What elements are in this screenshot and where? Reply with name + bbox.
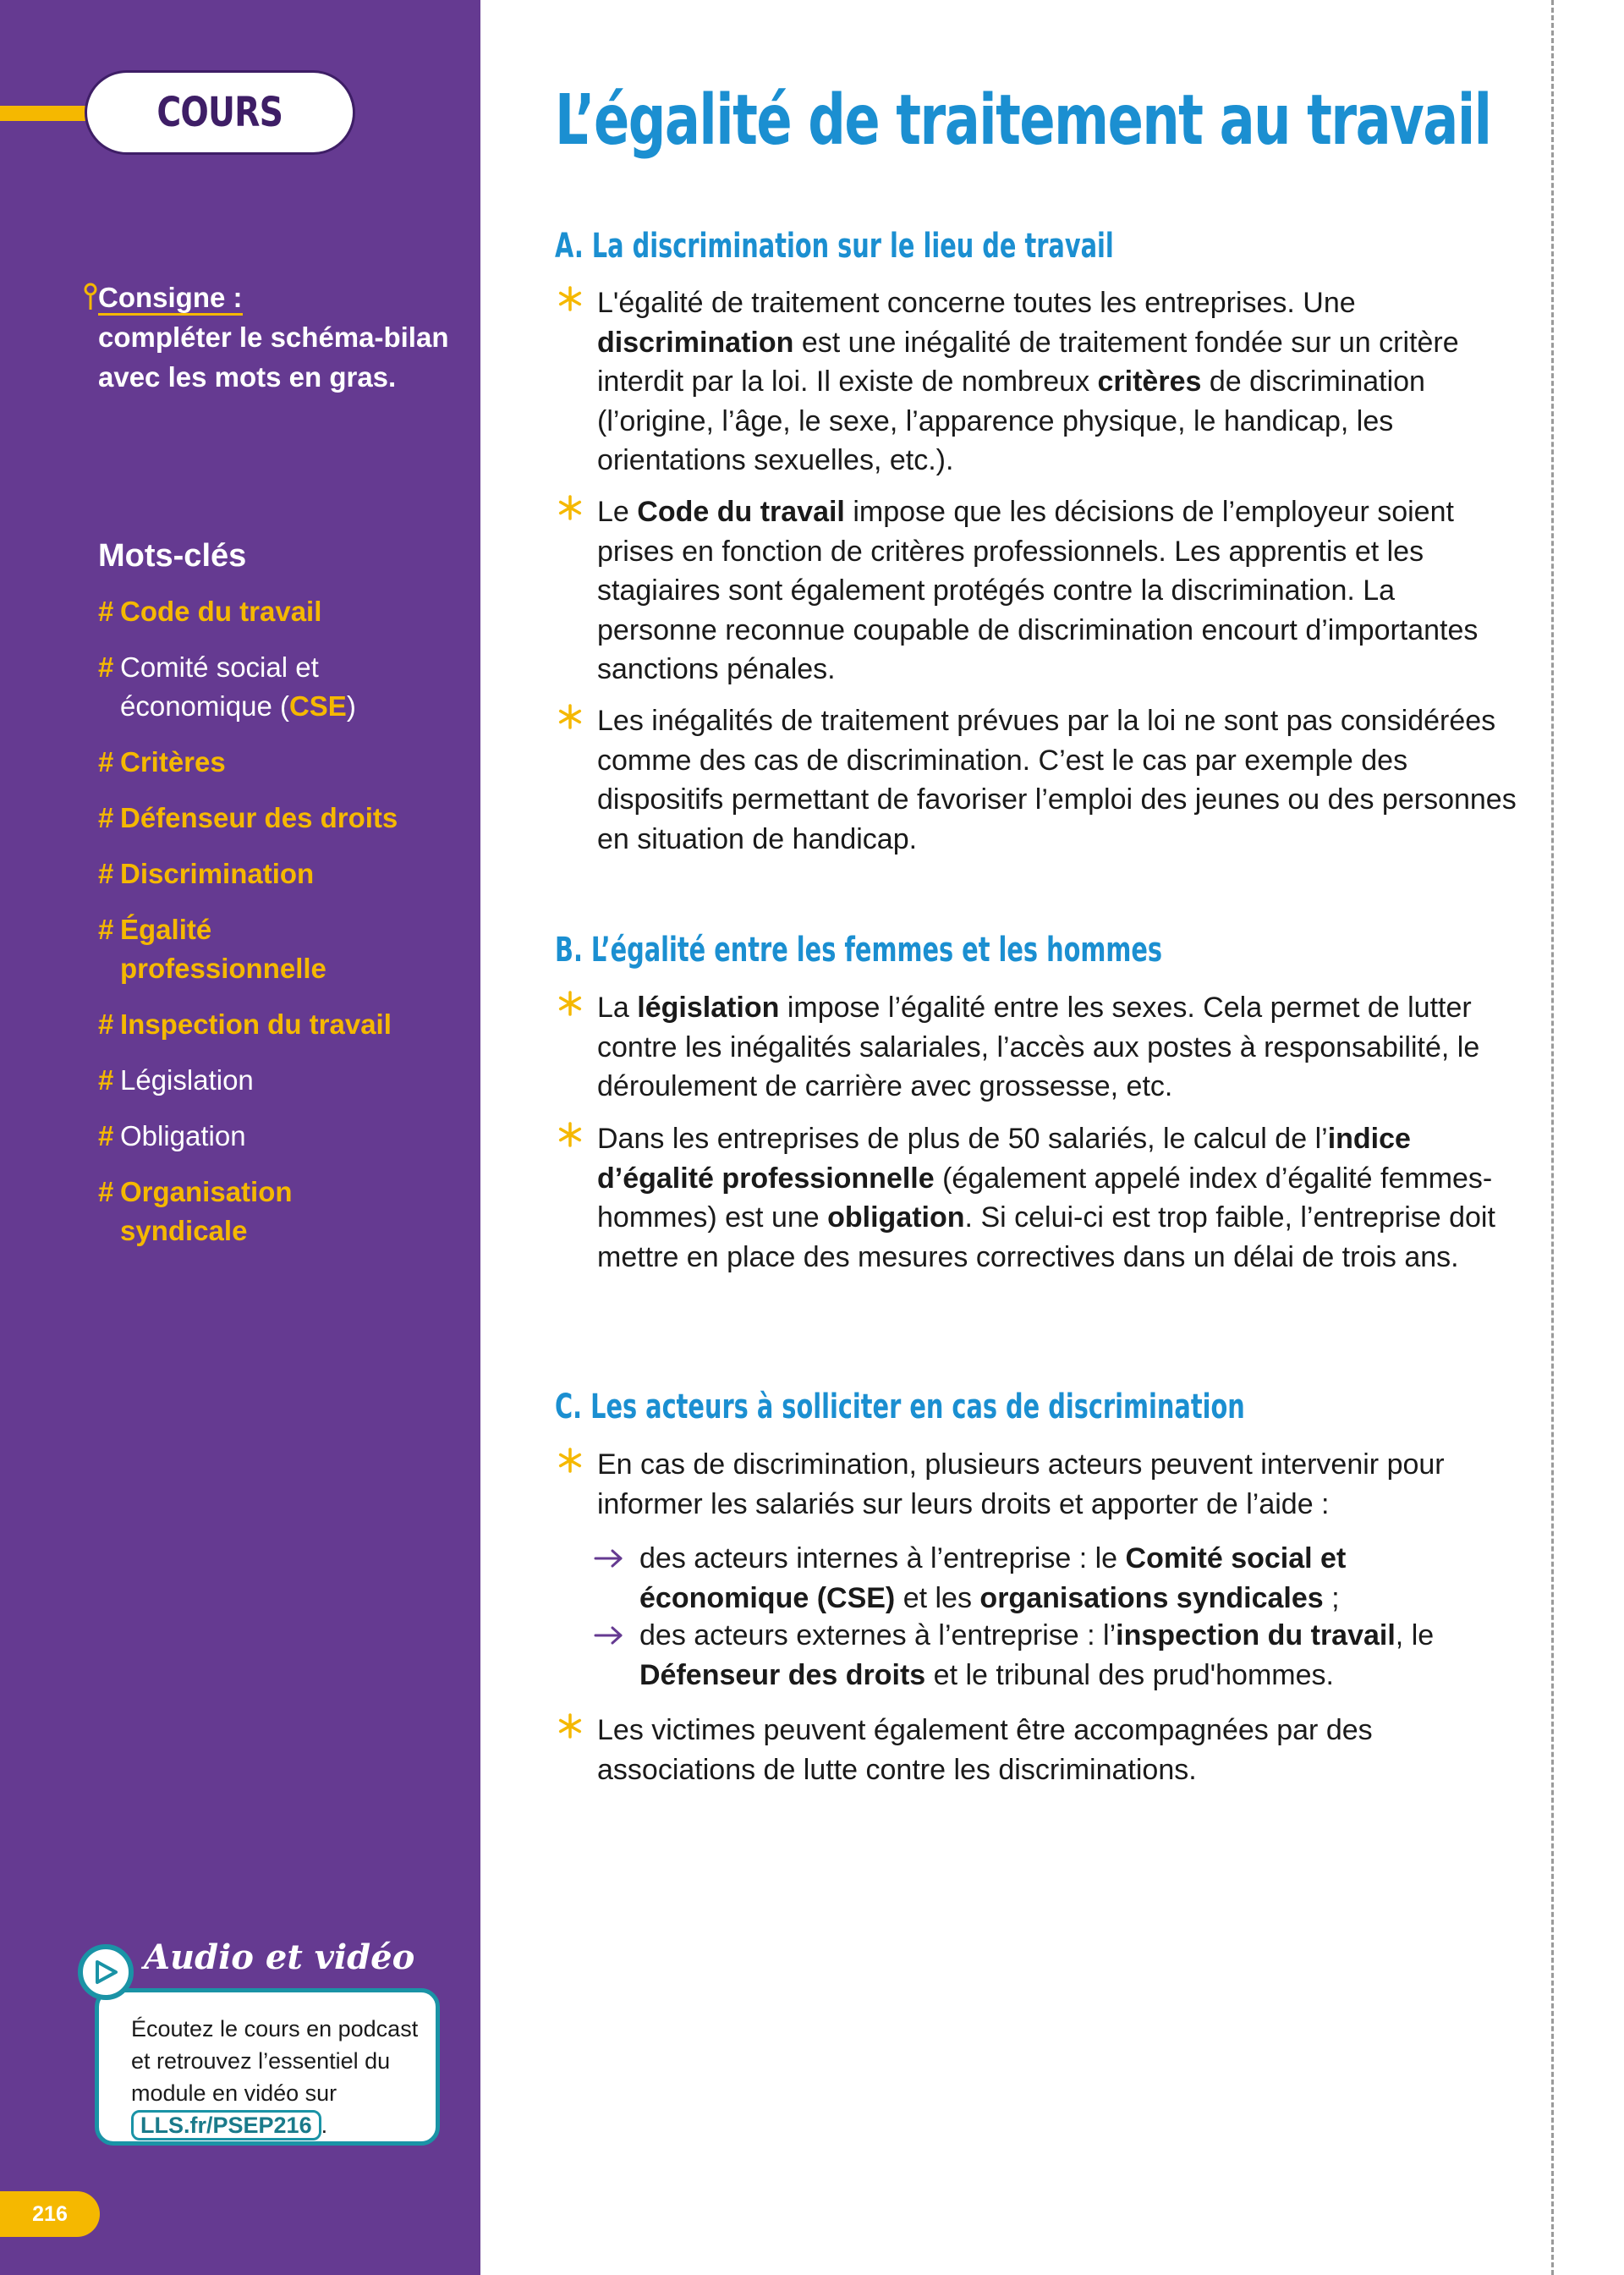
keyword-item: # Discrimination [98, 858, 315, 889]
keyword-item: # Législation [98, 1064, 254, 1096]
page-number: 216 [32, 2201, 68, 2226]
asterisk-icon [557, 1712, 584, 1739]
asterisk-icon [557, 1447, 584, 1474]
audio-video-text: Écoutez le cours en podcast et retrouvez l’essentiel du module en vidéo sur [131, 2016, 419, 2106]
section-c-subitem-2: des acteurs externes à l’entreprise : l’inspection du travail, le Défenseur des droits et le tribunal des prud'hommes. [639, 1616, 1519, 1695]
keyword-item: # Défenseur des droits [98, 802, 398, 833]
asterisk-icon [557, 494, 584, 521]
cours-badge [85, 70, 355, 155]
keyword-item: # Critères [98, 746, 226, 778]
keyword-item: # Code du travail [98, 596, 322, 627]
consigne-title: Consigne : [98, 282, 243, 316]
pin-icon [83, 283, 98, 311]
asterisk-icon [557, 1121, 584, 1148]
lls-link[interactable]: LLS.fr/PSEP216 [131, 2110, 321, 2140]
section-a-heading: A. La discrimination sur le lieu de travail [555, 227, 1114, 266]
asterisk-icon [557, 990, 584, 1017]
asterisk-icon [557, 285, 584, 312]
page-number-tab [0, 2191, 100, 2237]
arrow-right-icon [594, 1549, 624, 1568]
consigne-block [98, 278, 453, 397]
keyword-list [98, 592, 470, 1267]
asterisk-icon [557, 703, 584, 730]
section-a-paragraph-3: Les inégalités de traitement prévues par la loi ne sont pas considérées comme des cas de discrimination. C’est le cas par exemple des dispositifs permettant de favoriser l’emploi des jeunes ou des personnes en situation de handicap. [597, 701, 1519, 859]
keyword-item: # Inspection du travail [98, 1008, 392, 1040]
section-b-paragraph-2: Dans les entreprises de plus de 50 salariés, le calcul de l’indice d’égalité professionnelle (également appelé index d’égalité femmes-hommes) est une obligation. Si celui-ci est trop faible, l’entreprise doit mettre en place des mesures correctives dans un délai de trois ans. [597, 1119, 1519, 1277]
keyword-item: # Obligation [98, 1120, 246, 1151]
play-icon[interactable] [78, 1944, 134, 2000]
keyword-item: # Comité social et économique (CSE) [98, 651, 356, 722]
keyword-item: # Organisation syndicale [98, 1176, 293, 1246]
page-title: L’égalité de traitement au travail [555, 80, 1491, 161]
section-c-subitem-1: des acteurs internes à l’entreprise : le Comité social et économique (CSE) et les organisations syndicales ; [639, 1539, 1519, 1618]
section-c-paragraph-1: En cas de discrimination, plusieurs acteurs peuvent intervenir pour informer les salariés sur leurs droits et apporter de l’aide : [597, 1445, 1519, 1524]
motscles-title: Mots-clés [98, 538, 247, 574]
section-c-paragraph-2: Les victimes peuvent également être accompagnées par des associations de lutte contre les discriminations. [597, 1711, 1519, 1789]
section-b-heading: B. L’égalité entre les femmes et les hommes [555, 931, 1163, 970]
audio-video-title: Audio et vidéo [144, 1937, 415, 1977]
cut-line [1551, 0, 1554, 2275]
section-b-paragraph-1: La législation impose l’égalité entre les sexes. Cela permet de lutter contre les inégalités salariales, l’accès aux postes à responsabilité, le déroulement de carrière avec grossesse, etc. [597, 988, 1519, 1107]
section-c-heading: C. Les acteurs à solliciter en cas de discrimination [555, 1388, 1245, 1426]
audio-video-box: Écoutez le cours en podcast et retrouvez l’essentiel du module en vidéo sur LLS.fr/PSEP216 . [95, 1988, 440, 2146]
section-a-paragraph-2: Le Code du travail impose que les décisions de l’employeur soient prises en fonction de critères professionnels. Les apprentis et les stagiaires sont également protégés contre la discrimination. La personne reconnue coupable de discrimination encourt d’importantes sanctions pénales. [597, 492, 1519, 690]
section-a-paragraph-1: L'égalité de traitement concerne toutes les entreprises. Une discrimination est une inégalité de traitement fondée sur un critère interdit par la loi. Il existe de nombreux critères de discrimination (l’origine, l’âge, le sexe, l’apparence physique, le handicap, les orientations sexuelles, etc.). [597, 283, 1519, 481]
arrow-right-icon [594, 1626, 624, 1645]
consigne-text: compléter le schéma-bilan avec les mots en gras. [98, 321, 449, 393]
cours-label: COURS [156, 89, 283, 136]
keyword-item: # Égalité professionnelle [98, 914, 326, 984]
